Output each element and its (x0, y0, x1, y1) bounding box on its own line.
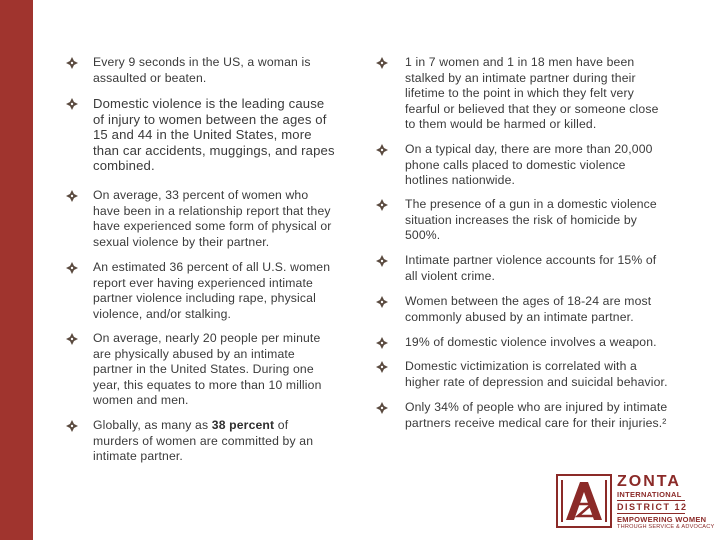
list-item-text: Every 9 seconds in the US, a woman is assaulted or beaten. (93, 55, 311, 85)
zonta-emblem-icon (556, 474, 612, 528)
list-item-text: Intimate partner violence accounts for 15% of all violent crime. (405, 253, 657, 283)
list-item-text: Women between the ages of 18-24 are most commonly abused by an intimate partner. (405, 294, 652, 324)
list-item (376, 197, 657, 244)
list-item-text: Only 34% of people who are injured by intimate partners receive medical care for their injuries.² (405, 400, 668, 430)
logo-international: INTERNATIONAL (617, 490, 682, 499)
list-item-text: 19% of domestic violence involves a weapon. (405, 335, 657, 349)
logo-divider (617, 500, 685, 501)
list-item-text: 1 in 7 women and 1 in 18 men have been stalked by an intimate partner during their lifetime to the point in which they felt very fearful or believed that they or someone close to them would be harmed or killed. (405, 55, 659, 132)
logo-name: ZONTA (617, 473, 681, 490)
list-item (376, 55, 659, 133)
logo-tagline: EMPOWERING WOMEN (617, 515, 707, 524)
list-item-text: An estimated 36 percent of all U.S. women report ever having experienced intimate partner violence including rape, physical violence, and/or stalking. (93, 260, 331, 321)
list-item (376, 359, 668, 390)
list-item-text: Domestic violence is the leading cause of injury to women between the ages of 15 and 44 in the United States, more than car accidents, muggings, and rapes combined. (93, 96, 335, 174)
list-item (66, 55, 311, 86)
list-item (66, 96, 335, 174)
list-item-text: Domestic victimization is correlated with a higher rate of depression and suicidal behavior. (405, 359, 668, 389)
list-item (376, 294, 651, 325)
list-item (376, 253, 656, 284)
logo-district: DISTRICT 12 (617, 502, 688, 512)
list-item-text: Globally, as many as 38 percent of murders of women are committed by an intimate partner. (93, 418, 314, 464)
list-item (376, 142, 653, 189)
diamond-bullet-icon (66, 57, 78, 69)
diamond-bullet-icon (66, 98, 78, 110)
list-item-text: On a typical day, there are more than 20,000 phone calls placed to domestic violence hotlines nationwide. (405, 142, 653, 188)
diamond-bullet-icon (66, 190, 78, 202)
diamond-bullet-icon (376, 337, 388, 349)
list-item (66, 260, 330, 322)
diamond-bullet-icon (66, 420, 78, 432)
diamond-bullet-icon (376, 255, 388, 267)
list-item (66, 188, 332, 250)
diamond-bullet-icon (66, 262, 78, 274)
list-item-text: The presence of a gun in a domestic violence situation increases the risk of homicide by 500%. (405, 197, 657, 243)
diamond-bullet-icon (376, 144, 388, 156)
logo-divider (617, 513, 685, 514)
list-item (376, 335, 657, 351)
accent-side-bar (0, 0, 33, 540)
diamond-bullet-icon (376, 199, 388, 211)
list-item-text: On average, 33 percent of women who have been in a relationship report that they have experienced some form of physical or sexual violence by their partner. (93, 188, 332, 249)
diamond-bullet-icon (376, 57, 388, 69)
list-item (66, 331, 322, 409)
diamond-bullet-icon (66, 333, 78, 345)
zonta-logo (617, 474, 714, 531)
diamond-bullet-icon (376, 361, 388, 373)
logo-subtagline: THROUGH SERVICE & ADVOCACY (617, 524, 715, 530)
diamond-bullet-icon (376, 402, 388, 414)
list-item-text: On average, nearly 20 people per minute are physically abused by an intimate partner in the United States. During one year, this equates to more than 10 million women and men. (93, 331, 322, 408)
list-item (66, 418, 313, 465)
list-item (376, 400, 667, 431)
diamond-bullet-icon (376, 296, 388, 308)
